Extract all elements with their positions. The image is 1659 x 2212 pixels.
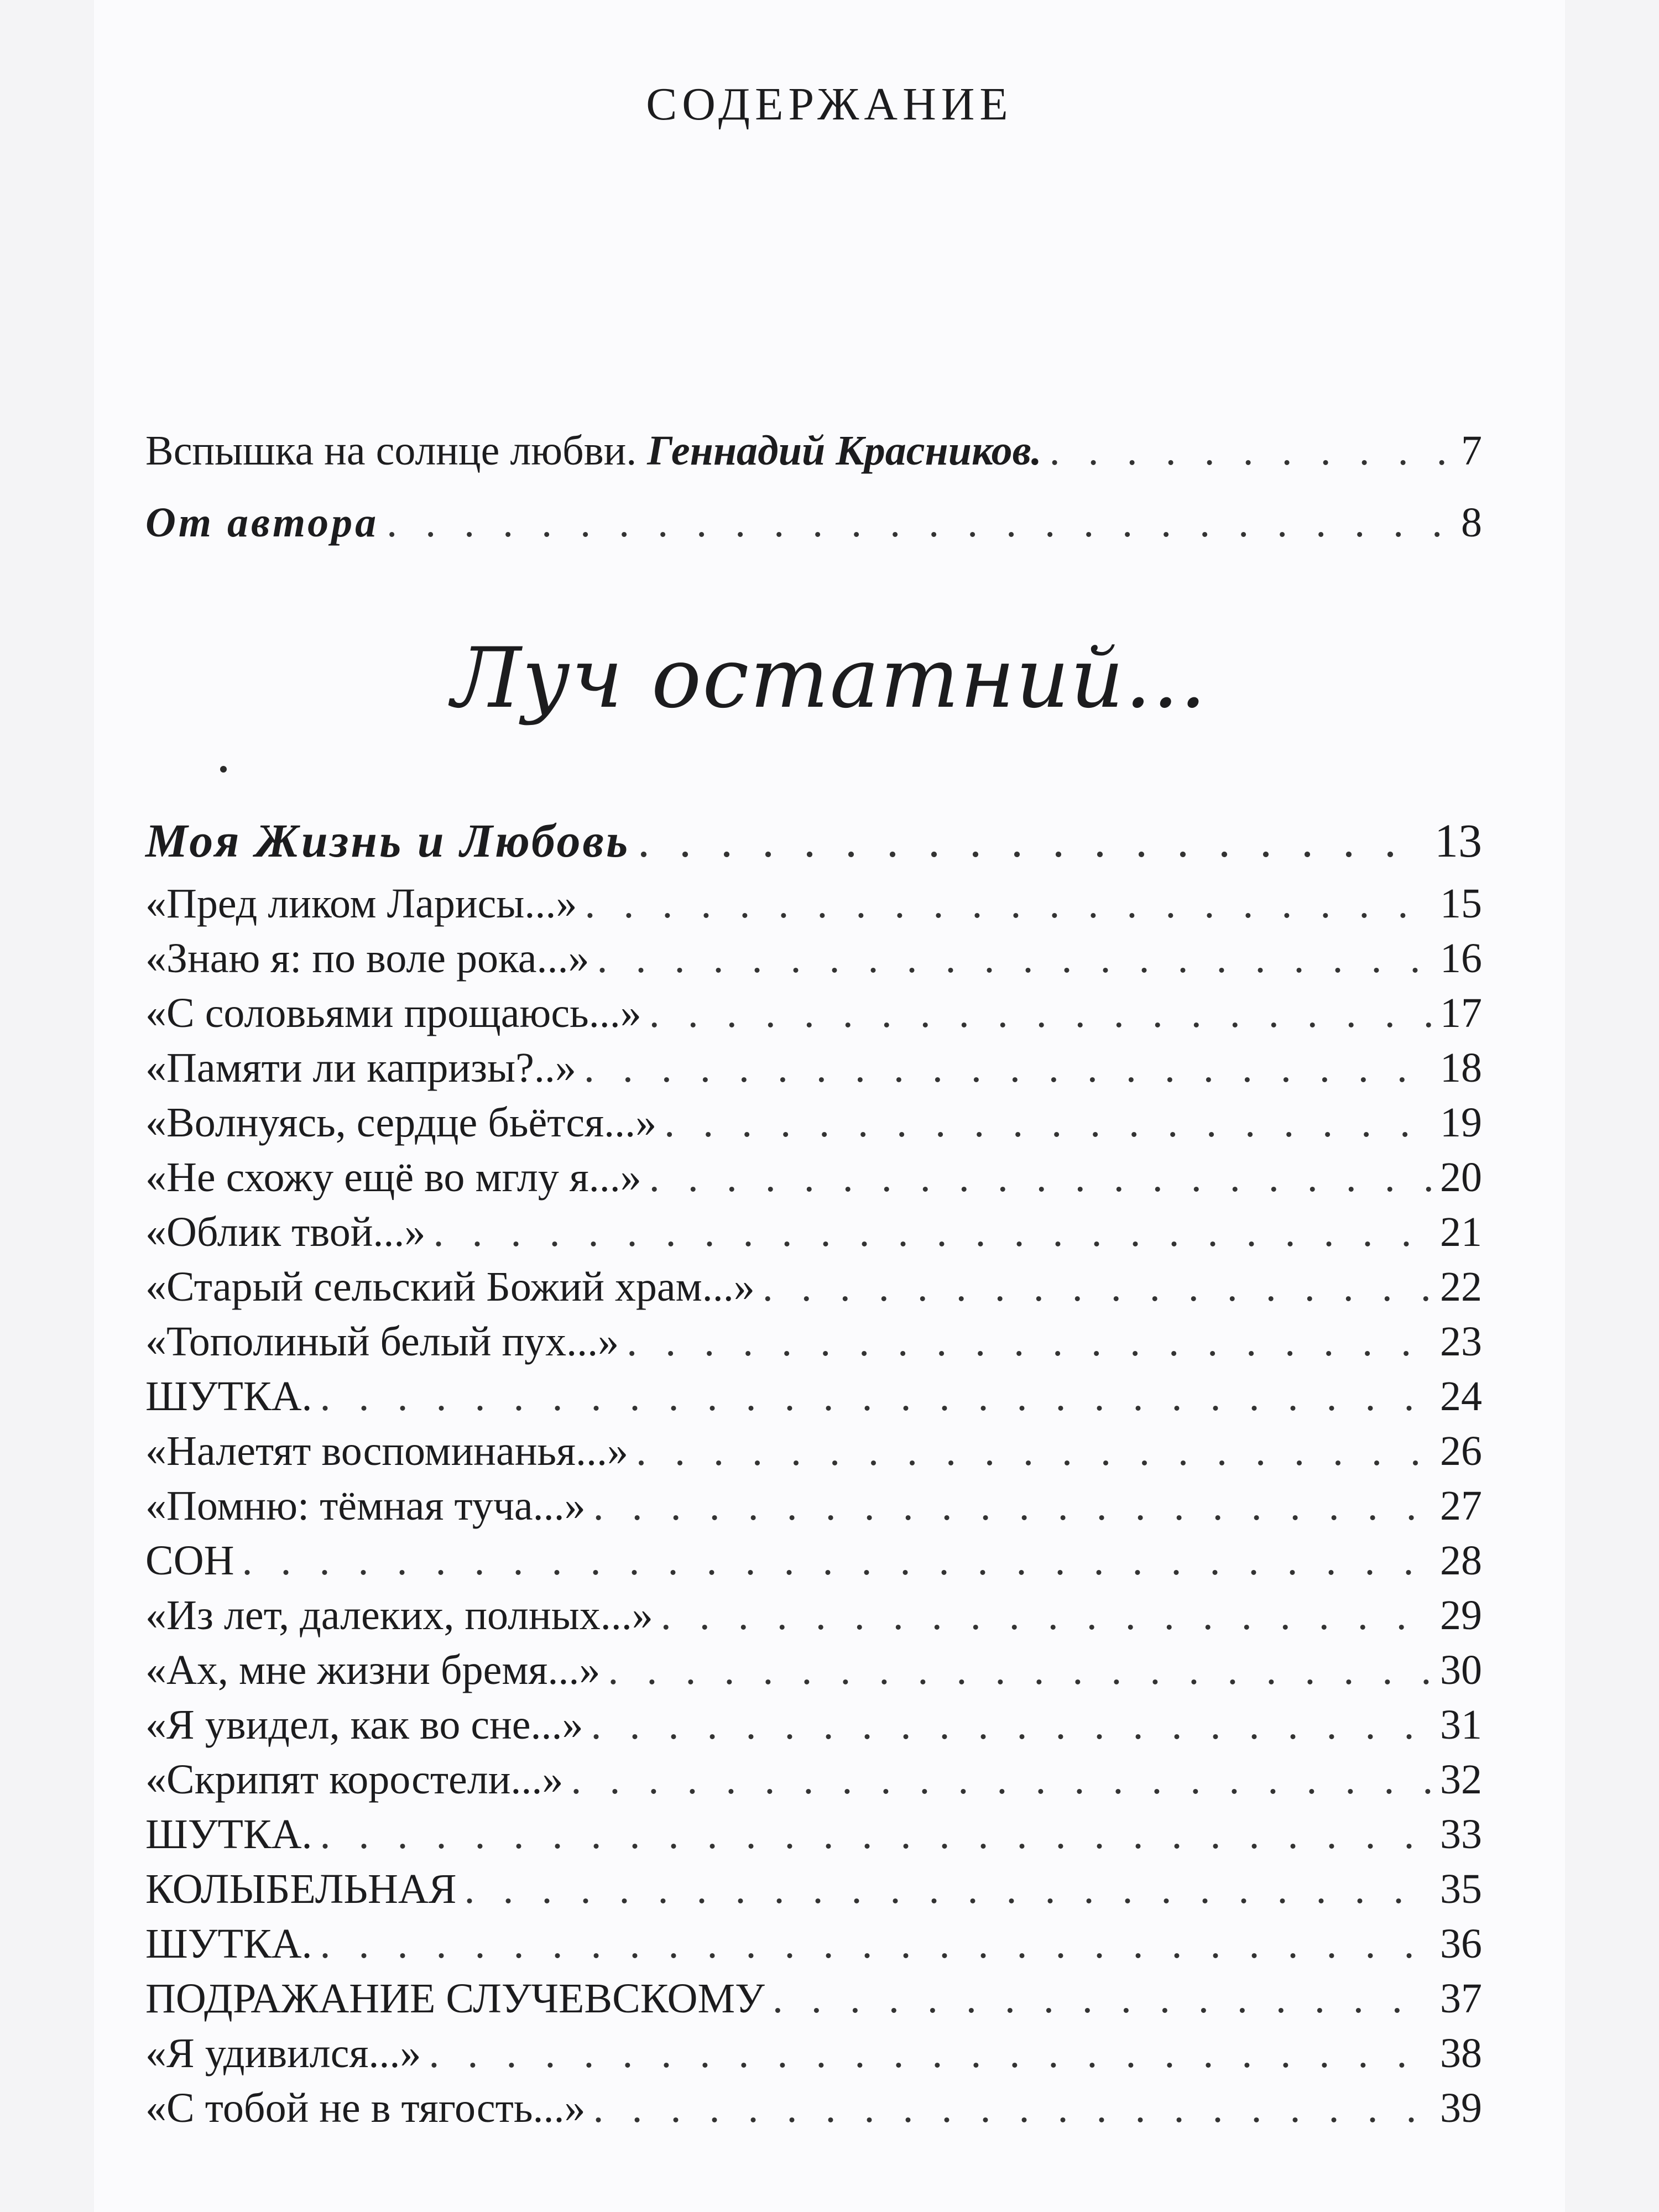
toc-page-number: 31 — [1440, 1702, 1482, 1748]
dot-leader — [433, 1205, 1432, 1260]
toc-entry-title: ШУТКА. — [145, 1811, 312, 1858]
toc-page-number: 29 — [1440, 1592, 1482, 1639]
toc-entry — [145, 1971, 1482, 2026]
toc-entry-title: «Пред ликом Ларисы...» — [145, 880, 577, 927]
toc-entry-title: «Знаю я: по воле рока...» — [145, 935, 589, 982]
toc-page-number: 7 — [1461, 427, 1482, 474]
dot-leader — [773, 1971, 1432, 2026]
toc-entry-title: От автора — [145, 499, 379, 546]
toc-entry-title: «С соловьями прощаюсь...» — [145, 990, 641, 1036]
toc-entry-title: «С тобой не в тягость...» — [145, 2085, 586, 2131]
toc-entry-title: «Волнуясь, сердце бьётся...» — [145, 1099, 657, 1146]
toc-entry-title: «Я удивился...» — [145, 2030, 421, 2077]
toc-entries — [145, 877, 1482, 2136]
toc-entry-title: «Не схожу ещё во мглу я...» — [145, 1154, 641, 1201]
dot-leader — [584, 1041, 1432, 1095]
toc-entry-title: ШУТКА. — [145, 1373, 312, 1420]
toc-entry-title: «Помню: тёмная туча...» — [145, 1483, 586, 1529]
toc-entry — [145, 1095, 1482, 1150]
toc-entry-title: Вспышка на солнце любви. Геннадий Красников. — [145, 427, 1042, 474]
toc-page-number: 33 — [1440, 1811, 1482, 1858]
toc-entry — [145, 415, 1482, 487]
toc-entry-title: «Скрипят коростели...» — [145, 1756, 564, 1803]
dot-leader — [242, 1533, 1432, 1588]
toc-entry — [145, 1807, 1482, 1862]
toc-entry-title: ШУТКА. — [145, 1921, 312, 1967]
subsection-title: Моя Жизнь и Любовь — [145, 814, 630, 867]
toc-entry-title: «Из лет, далеких, полных...» — [145, 1592, 653, 1639]
toc-entry — [145, 1041, 1482, 1095]
toc-page-number: 21 — [1440, 1209, 1482, 1255]
toc-entry-title: «Я увидел, как во сне...» — [145, 1702, 583, 1748]
toc-entry — [145, 1862, 1482, 1917]
contents-heading: СОДЕРЖАНИЕ — [646, 79, 1013, 130]
toc-entry — [145, 1260, 1482, 1314]
dot-leader — [608, 1643, 1432, 1698]
toc-page-number: 27 — [1440, 1483, 1482, 1529]
toc-page-number: 26 — [1440, 1428, 1482, 1474]
dot-leader — [661, 1588, 1432, 1643]
dot-leader — [593, 2081, 1432, 2136]
toc-page-number: 18 — [1440, 1045, 1482, 1091]
toc-entry — [145, 986, 1482, 1041]
toc-page-number: 28 — [1440, 1537, 1482, 1584]
toc-page-number: 22 — [1440, 1264, 1482, 1310]
toc-page-number: 36 — [1440, 1921, 1482, 1967]
toc-entry — [145, 2081, 1482, 2136]
subsection-entry — [145, 805, 1482, 877]
toc-entry — [145, 1314, 1482, 1369]
toc-entry-title: «Ах, мне жизни бремя...» — [145, 1647, 601, 1693]
toc-entry — [145, 1205, 1482, 1260]
toc-entry — [145, 487, 1482, 559]
toc-entry — [145, 1369, 1482, 1424]
intro-toc — [145, 415, 1482, 559]
dot-leader — [593, 1479, 1432, 1533]
toc-entry — [145, 1150, 1482, 1205]
toc-entry-title: СОН — [145, 1537, 234, 1584]
toc-page-number: 19 — [1440, 1099, 1482, 1146]
toc-entry-title: «Памяти ли капризы?..» — [145, 1045, 576, 1091]
toc-page-number: 13 — [1434, 814, 1482, 867]
toc-page-number: 35 — [1440, 1866, 1482, 1912]
toc-page-number: 30 — [1440, 1647, 1482, 1693]
main-toc — [145, 805, 1482, 2136]
toc-page-number: 24 — [1440, 1373, 1482, 1420]
toc-entry-title: «Облик твой...» — [145, 1209, 426, 1255]
author-name: Геннадий Красников. — [647, 427, 1042, 474]
toc-entry — [145, 1588, 1482, 1643]
dot-leader — [429, 2026, 1432, 2081]
dot-leader — [1050, 415, 1453, 487]
toc-page-number: 37 — [1440, 1975, 1482, 2022]
toc-entry — [145, 1424, 1482, 1479]
toc-page-number: 8 — [1461, 499, 1482, 546]
dot-leader — [320, 1369, 1432, 1424]
toc-entry — [145, 1643, 1482, 1698]
toc-entry-title: КОЛЫБЕЛЬНАЯ — [145, 1866, 457, 1912]
toc-page-number: 32 — [1440, 1756, 1482, 1803]
book-page — [94, 0, 1565, 2212]
toc-entry — [145, 1752, 1482, 1807]
toc-page-number: 20 — [1440, 1154, 1482, 1201]
toc-page-number: 39 — [1440, 2085, 1482, 2131]
toc-entry — [145, 1698, 1482, 1752]
dot-leader — [591, 1698, 1432, 1752]
dot-leader — [571, 1752, 1432, 1807]
toc-entry — [145, 2026, 1482, 2081]
toc-entry-title: «Старый сельский Божий храм...» — [145, 1264, 755, 1310]
toc-page-number: 23 — [1440, 1318, 1482, 1365]
dot-leader — [636, 1424, 1432, 1479]
toc-entry — [145, 1533, 1482, 1588]
dot-leader — [763, 1260, 1432, 1314]
toc-page-number: 16 — [1440, 935, 1482, 982]
toc-page-number: 17 — [1440, 990, 1482, 1036]
toc-entry-title: ПОДРАЖАНИЕ СЛУЧЕВСКОМУ — [145, 1975, 765, 2022]
dot-leader — [320, 1917, 1432, 1971]
dot-leader — [649, 1150, 1432, 1205]
toc-entry — [145, 877, 1482, 931]
dot-leader — [649, 986, 1432, 1041]
toc-entry-title: «Тополиный белый пух...» — [145, 1318, 619, 1365]
toc-page-number: 38 — [1440, 2030, 1482, 2077]
dot-leader — [464, 1862, 1432, 1917]
ornament-dot — [220, 766, 227, 773]
toc-entry — [145, 1917, 1482, 1971]
dot-leader — [627, 1314, 1432, 1369]
dot-leader — [387, 487, 1453, 559]
toc-entry — [145, 1479, 1482, 1533]
dot-leader — [638, 805, 1427, 877]
dot-leader — [664, 1095, 1432, 1150]
dot-leader — [597, 931, 1432, 986]
section-title: Луч остатний... — [451, 630, 1208, 727]
toc-page-number: 15 — [1440, 880, 1482, 927]
dot-leader — [320, 1807, 1432, 1862]
dot-leader — [585, 877, 1432, 931]
toc-entry — [145, 931, 1482, 986]
toc-entry-title: «Налетят воспоминанья...» — [145, 1428, 628, 1474]
